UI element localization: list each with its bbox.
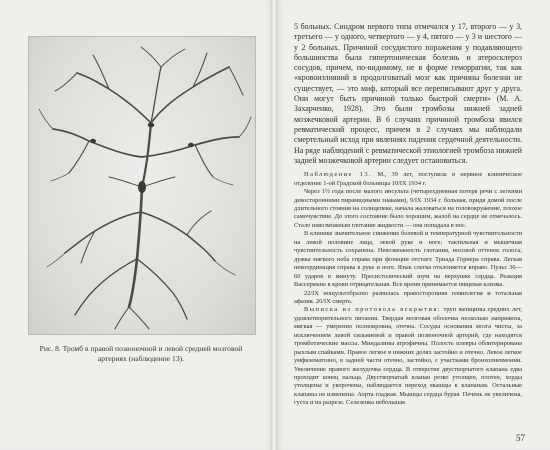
figure-8-photo [28, 36, 256, 335]
case-heading: Наблюдение 13. [304, 171, 373, 179]
case-intro: Наблюдение 13. М., 39 лет, поступила в нервное клиническое отделение 1-ой Градской больницы 10/IX 1934 г. [294, 171, 522, 187]
case-13-block [294, 171, 522, 408]
autopsy-paragraph: Выписка из протокола вскрытия: труп женщины средних лет, удовлетворительного питания. Твердая мозговая оболочка несколько напряжена, мягкая — умеренно полнокровна, отечна. Сосуды основания мозга чисты, за исключением левой сильвиевой и правой позвоночной артерий, где находятся тромботические массы. Миндалины атрофичны. Полость плевры облитерирована рыхлым спайками. Правое легкое в нижних долях застойно и отечно. Левое легкое умфизематозно, в задней части отечно, застойно, с участками бронхопневмонии. Увеличение правого желудочка сердца. В отверстие двустворчатого клапана едва проходит конец пальца. Двустворчатый клапан резко утолщен, плотен, хорды утолщены и укорочены, наблюдается переход мышцы к клапанам. Остальные клапаны не изменены. Аорта гладкая. Мышцы сердца бурая. Печень не увеличена, густа и на разрезе. Селезенка небольшая [294, 306, 522, 407]
autopsy-heading: Выписка из протокола вскрытия: [304, 306, 442, 314]
page-number: 57 [516, 433, 525, 443]
left-page [0, 0, 273, 450]
right-page-text [294, 22, 522, 408]
vessel-thrombus-illustration [29, 37, 255, 334]
paragraph: 5 больных. Синдром первого типа отмечался у 17, второго — у 3, третьего — у одного, четвертого — у 4, пятого — у 3 и шестого — у 2 больных. Причиной сосудистого поражения у подавляющего большинства была гипертоническая болезнь и атеросклероз сосудов, причем, по-видимому, не в форме геморрагии, так как «кровоизлияний в продолговатый мозг как причины болезни не существует, — это миф, который все переписывают друг у друга. Они могут быть причиной только быстрой смерти» (М. А. Захарченко, 1928). Это были тромбозы нижней задней мозжечковой артерии. В 6 случаях причиной тромбоза явился ревматический процесс, причем в 2 случаях мы наблюдали смертельный исход при явлениях падения сердечной деятельности. На ряде наблюдений с ревматической этиологией тромбоза нижней задней мозжечковой артерии следует остановиться. [294, 22, 522, 165]
figure-caption: Рис. 8. Тромб в правой позвоночной и левой средней мозговой артериях (наблюдение 13). [39, 344, 243, 363]
case-paragraph: 22/IX нощультобразно развилась правосторонняя гемиплегия и тотальная афазия. 26/IX смерть. [294, 289, 522, 305]
case-paragraph: В клинике значительное снижение болевой и температурной чувствительности на левой половине лица, левой руке и ноге; тактильная и мышечная чувствительность сохранена. Невозможность глотания, носовой оттенок голоса; дужка мягкого неба справа при фонации отстает. Триада Горнера справа. Легкая некоординация справа в руке и ноге. Язык слегка отклоняется вправо. Пульс 36—60 ударов в минуту. Пресистолический шум на верхушке сердца. Реакция Вассермана в крови отрицательная. Все время принимается пищевая клизма. [294, 230, 522, 289]
main-paragraph-block [294, 22, 522, 166]
case-paragraph: Через 1½ года после малого инсульта (четырехдневная потеря речи с легкими девосторонними пирамидными знаками), 9/IX 1934 г. больная, придя домой после длительного стояния на солнцепеке, начала жаловаться на головокружение, плохое самочувствие. До этого состояние было хорошим, жалоб на сердце не отмечалось. Стало невозможным глотание жидкости — она попадала в нос. [294, 188, 522, 229]
